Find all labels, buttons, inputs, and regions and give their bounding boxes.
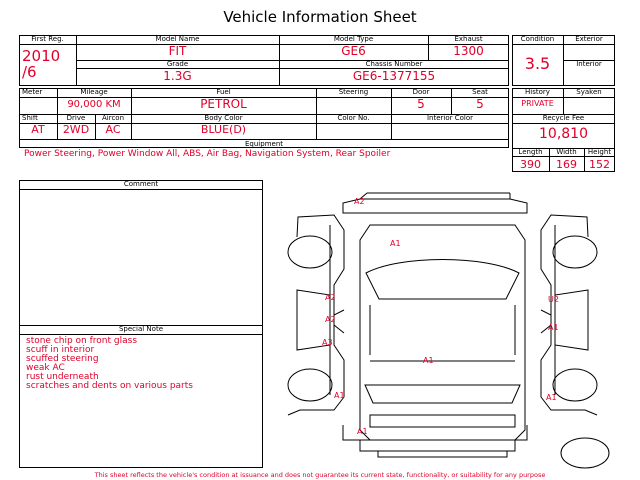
mileage-value: 90,000 KM [67,99,121,110]
door-value: 5 [417,97,425,111]
mileage-label: Mileage [80,88,108,96]
fuel-value: PETROL [200,97,247,111]
length-value: 390 [520,158,541,171]
height-label: Height [587,148,612,156]
car-damage-diagram [270,185,615,470]
special-note-item: scuffed steering [26,354,99,364]
equipment-label: Equipment [245,140,283,148]
exhaust-label: Exhaust [454,35,483,43]
width-value: 169 [556,158,577,171]
condition-label: Condition [520,35,555,43]
special-note-list [26,337,256,391]
exterior-label: Exterior [575,35,603,43]
fuel-label: Fuel [216,88,231,96]
first-reg-label: First Reg. [31,35,64,43]
damage-mark: A1 [334,391,345,400]
sheet-title: Vehicle Information Sheet [223,8,417,26]
model-type-label: Model Type [333,35,374,43]
damage-mark: A1 [423,356,434,365]
aircon-value: AC [105,123,121,136]
grade-label: Grade [166,60,189,68]
color-no-label: Color No. [337,114,370,122]
model-type-value: GE6 [341,44,366,58]
model-name-label: Model Name [155,35,200,43]
shift-label: Shift [22,114,38,122]
shift-value: AT [31,123,45,136]
condition-value: 3.5 [524,54,551,73]
length-label: Length [518,148,543,156]
drive-label: Drive [66,114,86,122]
body-color-value: BLUE(D) [200,123,247,136]
door-label: Door [412,88,430,96]
special-note-item: scuff in interior [26,345,95,355]
damage-mark: U2 [548,295,559,304]
damage-mark: A2 [325,315,336,324]
seat-label: Seat [472,88,488,96]
damage-mark: A1 [546,393,557,402]
meter-label: Meter [22,88,43,96]
chassis-label: Chassis Number [365,60,423,68]
syaken-label: Syaken [576,88,602,96]
aircon-label: Aircon [101,114,125,122]
body-color-label: Body Color [204,114,243,122]
special-note-item: stone chip on front glass [26,336,138,346]
drive-value: 2WD [62,123,90,136]
first-reg-value: 2010 /6 [22,47,61,81]
special-note-item: scratches and dents on various parts [26,381,193,391]
comment-box [19,180,263,468]
interior-color-label: Interior Color [426,114,474,122]
width-label: Width [556,148,577,156]
damage-mark: A2 [325,293,336,302]
special-note-item: weak AC [26,363,65,373]
height-value: 152 [589,158,610,171]
damage-mark: A2 [354,197,365,206]
history-value: PRIVATE [521,99,554,108]
steering-label: Steering [338,88,369,96]
exhaust-value: 1300 [453,44,484,58]
model-name-value: FIT [168,44,187,58]
recycle-fee-label: Recycle Fee [542,114,585,122]
special-note-label: Special Note [118,325,164,333]
equipment-value: Power Steering, Power Window All, ABS, Air Bag, Navigation System, Rear Spoiler [24,149,391,159]
seat-value: 5 [476,97,484,111]
damage-mark: A1 [548,323,559,332]
history-label: History [525,88,550,96]
disclaimer: This sheet reflects the vehicle's condition at issuance and does not guarantee its current state, functionality, or suitability for any purpose [94,471,546,479]
chassis-value: GE6-1377155 [352,69,436,83]
interior-label: Interior [576,60,602,68]
damage-mark: A1 [390,239,401,248]
grade-value: 1.3G [163,69,192,83]
damage-mark: A1 [357,427,368,436]
recycle-fee-value: 10,810 [539,126,588,142]
special-note-item: rust underneath [26,372,99,382]
damage-mark: A3 [322,338,333,347]
comment-label: Comment [123,180,159,188]
